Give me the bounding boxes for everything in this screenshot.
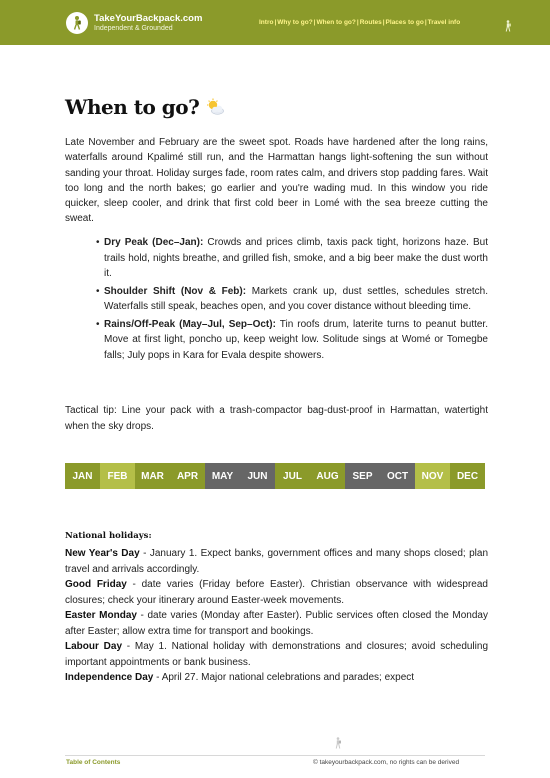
brand-logo[interactable] [66,12,88,34]
brand-tagline: Independent & Grounded [94,25,173,32]
nav-item-why-to-go[interactable]: Why to go? [277,19,313,26]
month-cell-feb: FEB [100,463,135,489]
holiday-name: Independence Day [65,672,154,683]
holiday-entry [65,577,488,608]
season-name: Shoulder Shift (Nov & Feb): [104,285,247,297]
month-cell-oct: OCT [380,463,415,489]
hiker-icon [333,737,343,749]
copyright-notice: © takeyourbackpack.com, no rights can be derived [313,759,460,766]
list-item [104,317,488,364]
page-header [0,0,550,45]
holiday-entry [65,639,488,670]
holiday-description: - April 27. Major national celebrations and parades; expect [153,672,415,683]
footer-divider [65,755,485,756]
season-description: Markets crank up, dust settles, schedules stretch. Waterfalls still speak, beaches open, and you cover distance without bleeding time. [104,285,489,312]
backpacker-logo-icon [69,15,85,31]
holiday-description: - date varies (Monday after Easter). Public services often closed the Monday after Easter; allow extra time for transport and bookings. [65,610,488,637]
nav-separator: | [424,19,427,26]
holiday-entry [65,546,488,577]
national-holidays-section [65,531,488,686]
month-cell-nov: NOV [415,463,450,489]
month-cell-jul: JUL [275,463,310,489]
holiday-name: Good Friday [65,579,127,590]
intro-paragraph: Late November and February are the sweet spot. Roads have hardened after the long rains, waterfalls around Kpalimé still run, and the Harmattan hangs light-softening the sun without sanding your throat. Holiday surges fade, room rates calm, and drivers stop padding fares. Wait too long and the north bakes; go earlier and you're wading mud. In this window you ride quicker, sleep cooler, and drink that first cold beer in Lomé with the sea breeze cutting the sweat. [65,137,488,225]
month-cell-mar: MAR [135,463,170,489]
table-of-contents-link[interactable]: Table of Contents [66,759,121,766]
nav-item-travel-info[interactable]: Travel info [427,19,461,26]
month-cell-apr: APR [170,463,205,489]
nav-item-places-to-go[interactable]: Places to go [385,19,424,26]
month-cell-jan: JAN [65,463,100,489]
season-description: Tin roofs drum, laterite turns to peanut butter. Move at first light, poncho up, keep weight low. Solitude sings at Womé or Tomegbe falls; July pops in Kara for Evala despite showers. [104,318,488,361]
holiday-name: New Year's Day [65,548,140,559]
nav-item-when-to-go[interactable]: When to go? [316,19,356,26]
month-cell-jun: JUN [240,463,275,489]
holidays-heading: National holidays: [65,531,152,541]
holiday-description: - date varies (Friday before Easter). Christian observance with widespread closures; check your itinerary around Easter-week movements. [65,579,488,606]
page-title: When to go? [65,95,200,119]
sun-behind-cloud-icon [205,98,225,116]
list-item [104,235,488,282]
hiker-icon [503,20,513,32]
top-navigation [259,19,460,26]
section-title-block [65,95,225,119]
nav-item-intro[interactable]: Intro [259,19,274,26]
season-name: Dry Peak (Dec–Jan): [104,237,204,248]
holiday-description: - May 1. National holiday with demonstrations and closures; avoid scheduling important appointments or bank business. [65,641,489,668]
nav-item-routes[interactable]: Routes [359,19,382,26]
holiday-name: Labour Day [65,641,123,652]
tactical-tip: Tactical tip: Line your pack with a trash-compactor bag-dust-proof in Harmattan, watertight when the sky drops. [65,405,488,432]
season-name: Rains/Off-Peak (May–Jul, Sep–Oct): [104,318,276,330]
holiday-entry [65,670,488,686]
holiday-entry [65,608,488,639]
nav-separator: | [313,19,316,26]
holiday-description: - January 1. Expect banks, government offices and many shops closed; plan travel and arrivals accordingly. [65,548,488,575]
season-description: Crowds and prices climb, taxis pack tight, horizons haze. But trails hold, nights breathe, and grilled fish, smoke, and a big beer make the dust worth it. [104,237,488,279]
month-cell-sep: SEP [345,463,380,489]
month-calendar-strip [65,463,485,489]
month-cell-may: MAY [205,463,240,489]
nav-separator: | [274,19,277,26]
season-list [104,235,488,365]
holiday-name: Easter Monday [65,610,137,621]
nav-separator: | [382,19,385,26]
month-cell-aug: AUG [310,463,345,489]
brand-name[interactable]: TakeYourBackpack.com [94,13,203,24]
nav-separator: | [356,19,359,26]
list-item [104,284,488,315]
month-cell-dec: DEC [450,463,485,489]
